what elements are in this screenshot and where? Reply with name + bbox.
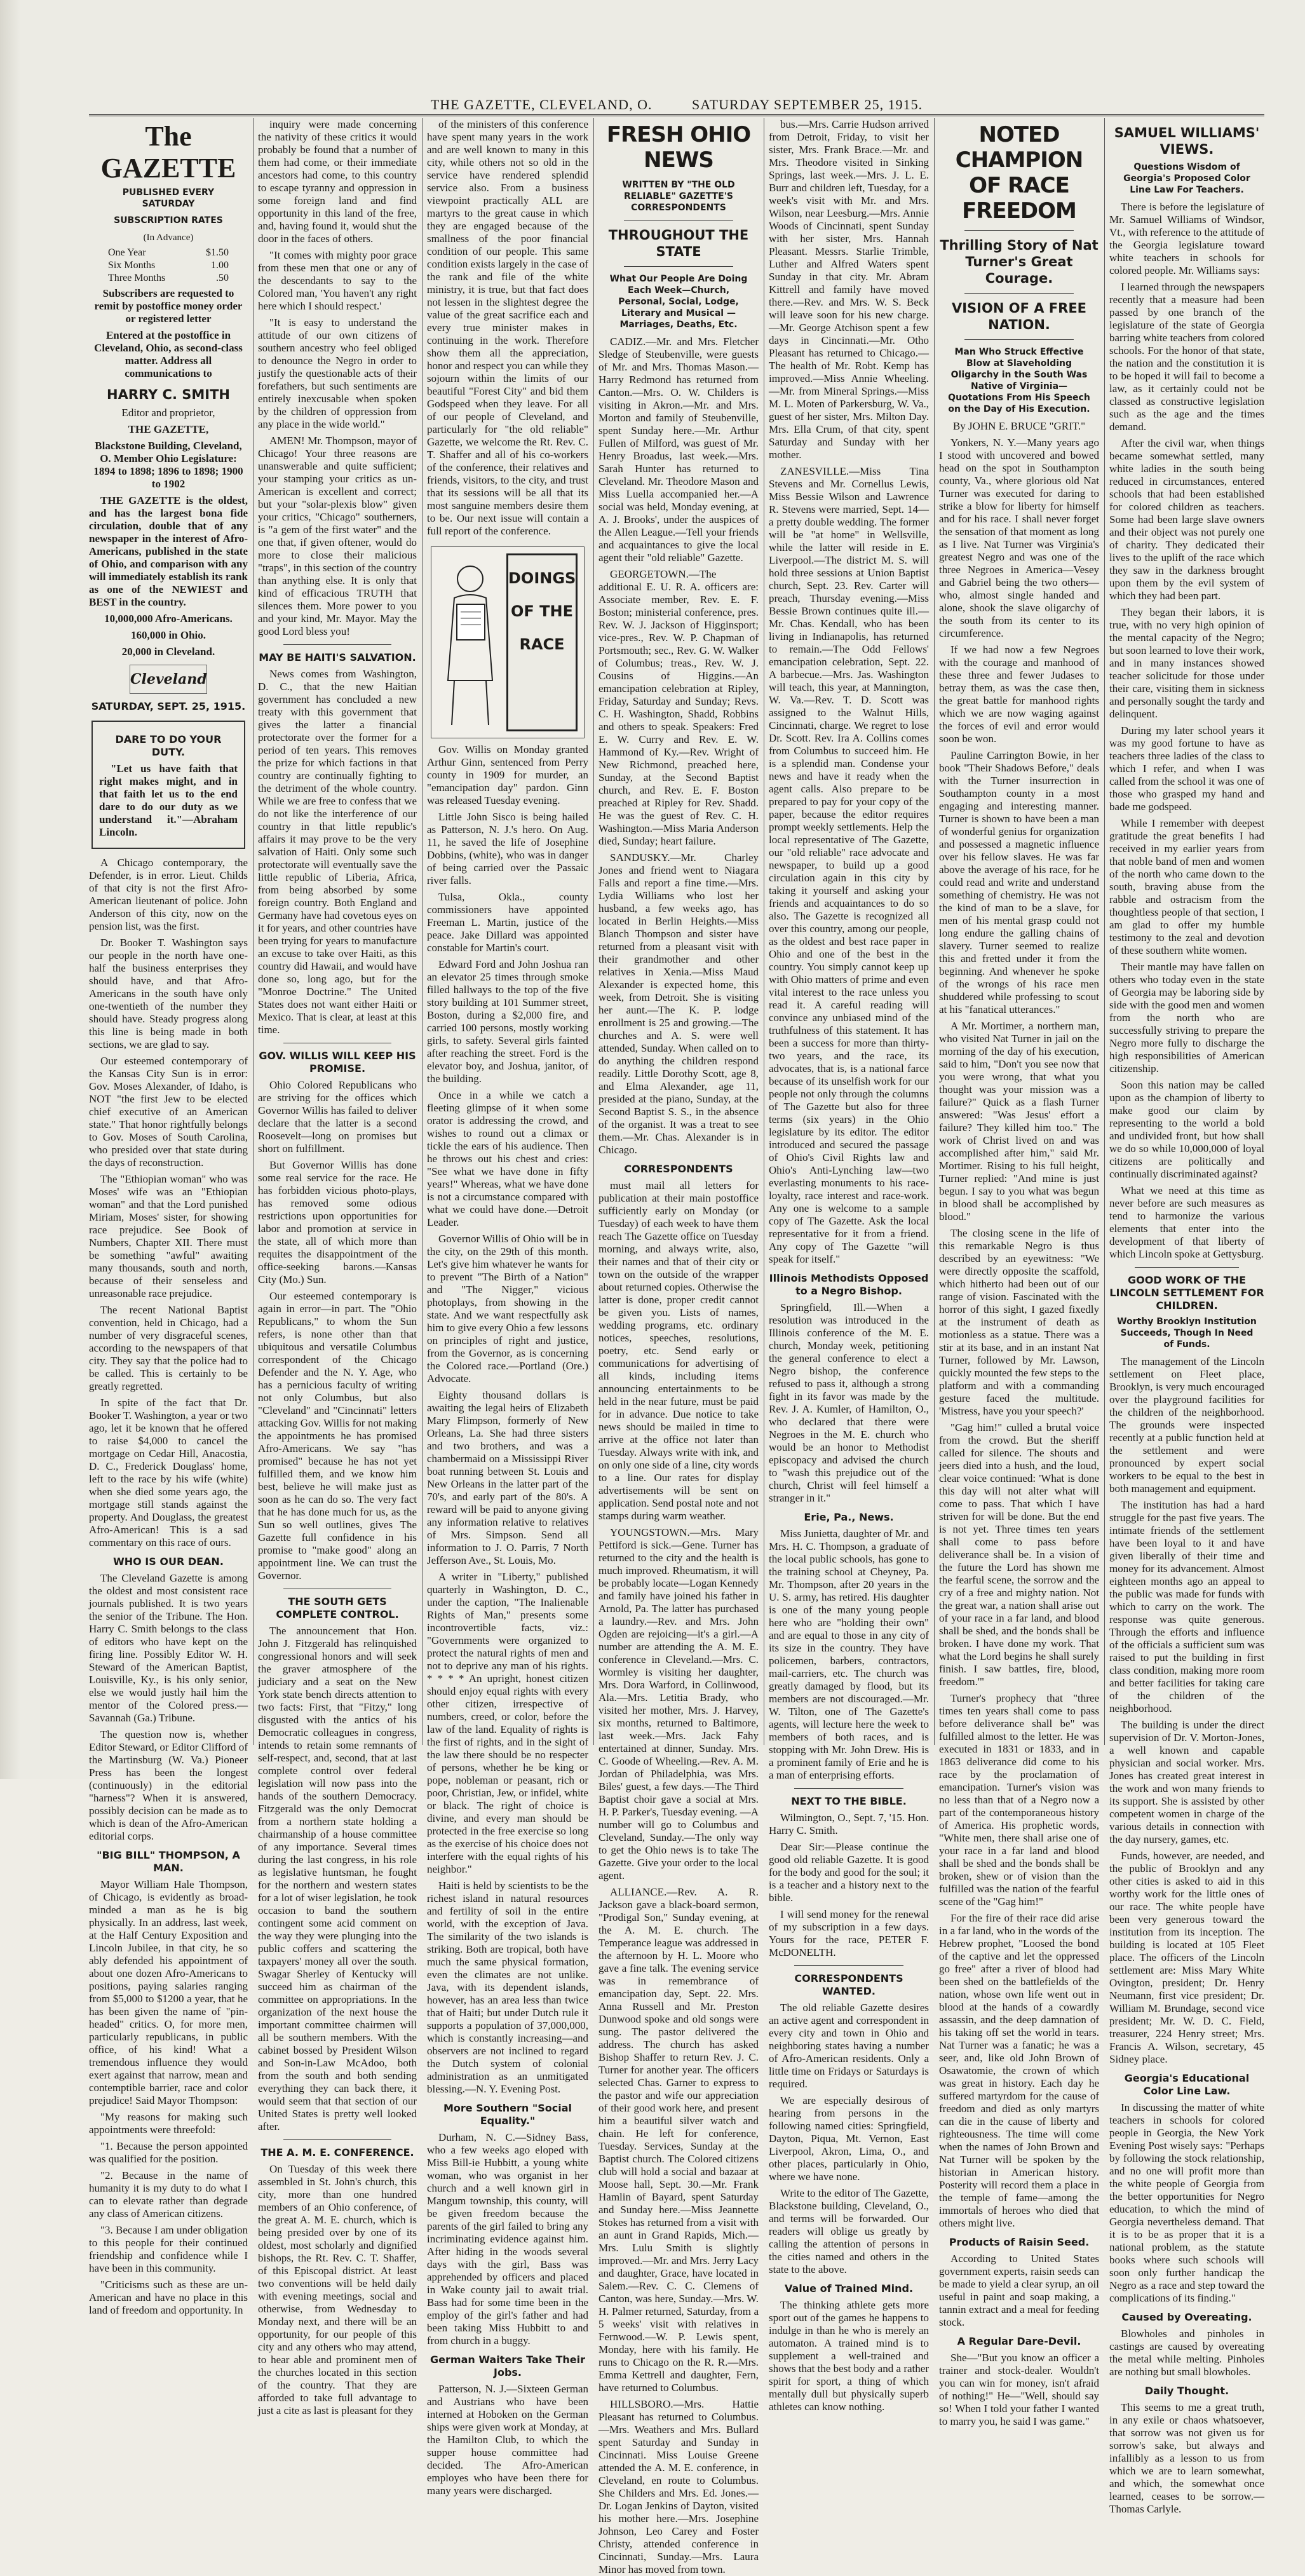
haiti-heading: MAY BE HAITI'S SALVATION.: [259, 651, 416, 663]
paragraph: A Mr. Mortimer, a northern man, who visited Nat Turner in jail on the morning of the day of his execution, said to him, "Don't you see now that you were wrong, that what you thought was your mission was a failure?" Quick as a flash Turner answered: "Was Jesus' effort a failure? They killed him too." The work of Christ lived on and was accomplished after him," said Mr. Mortimer. Rising to his full height, Turner replied: "And mine is just begun. I say to you what was begun in blood shall be accomplished by blood.": [939, 1020, 1099, 1223]
paragraph: This seems to me a great truth, in any exile or chaos whatsoever, that sorrow was not given us for sorrow's sake, but always and infallibly as a lesson to us from which we are to learn somewhat, and which, the somewhat once learned, ceases to be sorrow.—Thomas Carlyle.: [1109, 2401, 1264, 2515]
paragraph: The announcement that Hon. John J. Fitzgerald has relinquished congressional honors and will seek the graver atmosphere of the judiciary and a seat on the New York state bench directs attention to two facts: First, that "Fitzy," long disgusted with the antics of his Democratic colleagues in congress, intends to retain some remnants of self-respect, and, second, that at last complete control over federal legislation will now pass into the hands of the southern Democracy. Fitzgerald was the only Democrat from a northern state holding a chairmanship of a house committee of any importance. Several times during the last congress, in his role as legislative huntsman, he fought for the northern and western states for a lot of wiser legislation, he took occasion to band the southern contingent some acid comment on the way they were plunging into the public coffers and scattering the taxpayers' money all over the south. Swagar Sherley of Kentucky will succeed him as chairman of the committee on appropriations. In the organization of the next house the important committee chairmen will all be southern members. With the cabinet bossed by President Wilson and Son-in-Law McAdoo, both from the south and both sending everything they can back there, it would seem that that section of our United States is pretty well looked after.: [258, 1625, 417, 2132]
paragraph: In spite of the fact that Dr. Booker T. Washington, a year or two ago, let it be known that he offered to raise $4,000 to cancel the mortgage on Cedar Hill, Anacostia, D. C., Frederick Douglass' home, left to the race by his wife (white) when she died some years ago, the mortgage still stands against the property. And Douglass, the greatest Afro-American! This is a sad commentary on this race of ours.: [89, 1397, 248, 1549]
paragraph: I will send money for the renewal of my subscription in a few days. Yours for the race, PETER F. McDONELTH.: [769, 1908, 929, 1958]
paragraph: must mail all letters for publication at their main postoffice sufficiently early on Monday (or Tuesday) of each week to have them reach The Gazette office on Tuesday morning, and always write, also, their names and that of their city or town on the outside of the wrapper about returned copies. Otherwise the latter is done, proper credit cannot be given you. Lists of names, wedding programs, etc. ordinary notices, speeches, resolutions, poetry, etc. Send early or communications for advertising of all kinds, including items announcing entertainments to be held in the near future, must be paid for in advance. Due notice to take news should be mailed in time to arrive at the office not later than Tuesday. Always write with ink, and on only one side of a line, city words to a line. Our rates for display advertisements will be sent on application. Send postal note and not stamps during warm weather.: [598, 1179, 759, 1522]
paragraph: For the fire of their race did arise in a far land, who in the words of the Hebrew prophet, "Loosed the bond of the captive and let the oppressed go free" after a river of blood had been shed on the battlefields of the nation, whose own life went out in blood at the hands of a cowardly assassin, and the deep damnation of his taking off set the world in tears. Nat Turner was a fanatic; he was a seer, and, like old John Brown of Osawatomie, the crown of which was great in history. Each day he suffered martyrdom for the cause of freedom and died as only martyrs can die in the cause of liberty and righteousness. The time will come when the names of John Brown and Nat Turner will be spoken by the historian in American history. Posterity will record them a place in the temple of fame—among the immortals of heroes who died that others might live.: [939, 1912, 1099, 2229]
paragraph: Tulsa, Okla., county commissioners have appointed Freeman L. Martin, justice of the peace. Jake Dillard was appointed constable for Martin's court.: [427, 891, 588, 954]
paragraph: Turner's prophecy that "three times ten years shall come to pass before deliverance shall be" was fulfilled almost to the letter. He was executed in 1831 or 1833, and in 1863 deliverance did come to his race by the proclamation of emancipation. Turner's vision was no less than that of a Negro now a part of the contemporaneous history of America. His prophetic words, "White men, there shall arise one of your race in a far land and blood shall be shed and the bonds shall be broken, shew or of vision than the fulfilled was the nation of the fearful scene of the "Gag him!": [939, 1692, 1099, 1908]
editor-name: HARRY C. SMITH: [107, 387, 230, 402]
nat-turner-summary: Man Who Struck Effective Blow at Slaveholding Oligarchy in the South Was Native of Virginia—Quotations From His Speech on the Day of His Execution.: [948, 347, 1090, 414]
paragraph: The management of the Lincoln settlement on Fleet place, Brooklyn, is very much encouraged over the playground facilities for the children of the neighborhood. The grounds were inspected recently at a public function held at the settlement and were pronounced by expert social workers to be equal to the best in both management and equipment.: [1109, 1355, 1264, 1495]
paragraph: Dr. Booker T. Washington says our people in the north have one-half the business enterprises they should have, and that Afro-Americans in the south have only one-twentieth of the number they should have. Steady progress along this line is being made in both sections, we are glad to say.: [89, 937, 248, 1050]
paragraph: Gov. Willis on Monday granted Arthur Ginn, sentenced from Perry county in 1909 for murder, an "emancipation day" pardon. Ginn was released Tuesday evening.: [427, 743, 588, 806]
paragraph: The recent National Baptist convention, held in Chicago, had a number of very disgraceful scenes, according to the newspapers of that city. They say that the police had to be called. This is certainly to be greatly regretted.: [89, 1304, 248, 1392]
paper-name: THE GAZETTE,: [128, 423, 209, 435]
daily-thought-heading: Daily Thought.: [1144, 2385, 1229, 2397]
paragraph: The Cleveland Gazette is among the oldest and most consistent race journals published. It is two years the senior of the Tribune. The Hon. Harry C. Smith belongs to the class of editors who have kept on the firing line. Possibly Editor W. H. Steward of the American Baptist, Louisville, Ky., is his only senior, else we would justly hail him the mentor of the Colored press.—Savannah (Ga.) Tribune.: [89, 1572, 248, 1724]
paragraph: bus.—Mrs. Carrie Hudson arrived from Detroit, Friday, to visit her sister, Mrs. Frank Brace.—Mr. and Mrs. Theodore visited in Sinking Springs, last week.—Mrs. J. L. E. Burr and children left, Tuesday, for a week's visit with Mr. and Mrs. Wilson, near Leesburg.—Mrs. Annie Woods of Cincinnati, spent Sunday with her sister, Mrs. Hannah Pleasant. Messrs. Starlie Trimble, Luther and Alfred Waters spent Sunday in that city. Mr. Abram Kittrell and family have moved there.—Rev. and Mrs. W. S. Beck will leave soon for his new charge.—Mr. George Atchison spent a few days in Cincinnati.—Mr. Otho Pleasant has returned to Chicago.—The health of Mr. Robt. Kemp has improved.—Miss Annie Wheeling.—Mr. from Mineral Springs.—Miss M. L. Moten of Parkersburg, W. Va., guest of her sister, Mrs. Milton Day. Mrs. Ella Crum, of that city, spent Saturday and Sunday with her mother.: [769, 118, 929, 461]
waiters-heading: German Waiters Take Their Jobs.: [430, 2354, 585, 2378]
paper-address: Blackstone Building, Cleveland, O. Member Ohio Legislature: 1894 to 1898; 1896 to 1898; 1900 to 1902: [93, 440, 243, 490]
rate-value: $1.50: [206, 247, 229, 258]
byline: By JOHN E. BRUCE "GRIT.": [952, 420, 1086, 432]
paragraph: "Gag him!" culled a brutal voice from the crowd. But the sheriff called for silence. The shouts and jeers died into a hush, and the loud, clear voice continued: 'What is done this day will not alter what will come to pass. That which I have striven for will be done. But the end is not yet. Three times ten years shall come to pass before deliverance shall be. In a vision of the future the Lord has shown me the fearful scene, the sorrow and the cry of a free and mighty nation. Not the great war, a nation shall arise out of your race in a far land, and blood shall be shed, and the bonds shall be broken. I have done my work. That what the Lord begins he shall surely finish. I saw battles, fire, blood, freedom.'": [939, 1421, 1099, 1688]
dean-heading: WHO IS OUR DEAN.: [113, 1556, 224, 1568]
nat-turner-deck: Thrilling Story of Nat Turner's Great Courage.: [940, 238, 1099, 286]
gazette-title: The GAZETTE: [100, 121, 236, 184]
paragraph: She—"But you know an officer a trainer and stock-dealer. Wouldn't you can win for money, isn't afraid of nothing!" He—"Well, should say so! When I told your father I wanted to marry you, he said I was game.": [939, 2352, 1099, 2427]
paragraph: If we had now a few Negroes with the courage and manhood of these three and fewer Judases to betray them, as was the case then, the great battle for manhood rights which we are now waging against the forces of evil and error would soon be won.: [939, 644, 1099, 745]
columns: [89, 118, 1264, 2575]
column-rule: [422, 118, 423, 1745]
paragraph: "3. Because I am under obligation to this people for their continued friendship and confidence while I have been in this community.: [89, 2224, 248, 2274]
lincoln-settlement-deck: Worthy Brooklyn Institution Succeeds, Though In Need of Funds.: [1117, 1317, 1257, 1350]
rates-heading: SUBSCRIPTION RATES: [114, 215, 223, 226]
ohio-news-subheading: THROUGHOUT THE STATE: [608, 227, 749, 259]
reader-figure-icon: [435, 553, 505, 731]
paragraph: CADIZ.—Mr. and Mrs. Fletcher Sledge of Steubenville, were guests of Mr. and Mrs. Thomas Mason.—Harry Redmond has returned from Canton.—Mrs. O. W. Childers is visiting in Akron.—Mr. and Mrs. Morton and family of Steubenville, spent Sunday here.—Mr. Arthur Fullen of Milford, was guest of Mr. Henry Broadus, last week.—Mrs. Sarah Hunter has returned to Cleveland. Mr. Theodore Mason and Miss Luella accompanied her.—A social was held, Monday evening, at A. J. Brooks', under the auspices of the Allen League.—Tell your friends and acquaintances to give the local agent their "old reliable" Gazette.: [598, 336, 759, 564]
paragraph: The old reliable Gazette desires an active agent and correspondent in every city and town in Ohio and neighboring states having a number of Afro-American residents. Only a little time on Fridays or Saturdays is required.: [769, 2002, 929, 2090]
ame-heading: THE A. M. E. CONFERENCE.: [260, 2146, 414, 2159]
rates-subheading: (In Advance): [143, 233, 194, 243]
vision-heading: VISION OF A FREE NATION.: [951, 301, 1087, 332]
paragraph: They began their labors, it is true, with no very high opinion of the mental capacity of the Negro; but soon learned to love their work, and in many instances showed teacher solicitude for those under their care, visiting them in sickness and personally sought the tardy and delinquent.: [1109, 606, 1264, 720]
issue-date: SATURDAY, SEPT. 25, 1915.: [91, 700, 246, 712]
wanted-heading: CORRESPONDENTS WANTED.: [794, 1972, 903, 1997]
georgia-heading: Georgia's Educational Color Line Law.: [1124, 2072, 1250, 2097]
paragraph: Eighty thousand dollars is awaiting the legal heirs of Elizabeth Mary Flimpson, formerly of New Orleans, La. She had three sisters and two brothers, and was a chambermaid on a Mississippi River boat running between St. Louis and New Orleans in the latter part of the 70's, and early part of the 80's. A reward will be paid to anyone giving any information relative to relatives of Mrs. Simpson. Send all information to J. O. Parris, 7 North Jefferson Ave., St. Louis, Mo.: [427, 1389, 588, 1566]
paragraph: The building is under the direct supervision of Dr. V. Morton-Jones, a well known and capable physician and social worker. Mrs. Jones has created great interest in the work and won many friends to its support. She is assisted by other competent women in charge of the various details in connection with the day nursery, games, etc.: [1109, 1719, 1264, 1845]
paragraph: Patterson, N. J.—Sixteen German and Austrians who have been interned at Hoboken on the German ships were given work at Monday, at the Hamilton Club, to which the supper house committee had decided. The Afro-American employes who have been there for many years were discharged.: [427, 2383, 588, 2497]
paragraph: Mayor William Hale Thompson, of Chicago, is evidently as broad-minded a man as he is big physically. In an address, last week, at the Half Century Exposition and Lincoln Jubilee, in that city, he so ably defended his appointment of about one dozen Afro-Americans to positions, paying salaries ranging from $5,000 to $1200 a year, that he has been given the name of "pin-headed" critics. O, for more men, particularly republicans, in public office, of his kind! What a tremendous influence they would exert against that narrow, mean and contemptible barrier, race and color prejudice! Said Mayor Thompson:: [89, 1878, 248, 2106]
doings-label: DOINGS OF THE RACE: [506, 553, 578, 731]
column-6: [939, 118, 1099, 2427]
divider: [964, 230, 1074, 231]
lincoln-settlement-heading: GOOD WORK OF THE LINCOLN SETTLEMENT FOR CHILDREN.: [1109, 1274, 1264, 1312]
masthead-date: SATURDAY SEPTEMBER 25, 1915.: [691, 97, 923, 112]
paragraph: The "Ethiopian woman" who was Moses' wife was an "Ethiopian woman" and that the Lord punished Miriam, Moses' sister, for showing race prejudice. See Book of Numbers, Chapter XII. There must be something "awful" awaiting many thousands, south and north, because of their senseless and unreasonable race prejudice.: [89, 1173, 248, 1299]
paragraph: The question now is, whether Editor Steward, or Editor Clifford of the Martinsburg (W. Va.) Pioneer Press has been the longest (continuously) in the editorial "harness"? When it is answered, possibly decision can be made as to which is dean of the Afro-American editorial corps.: [89, 1728, 248, 1842]
gazette-subtitle: PUBLISHED EVERY SATURDAY: [122, 187, 215, 209]
divider: [283, 2139, 391, 2140]
page-fold-shadow: [0, 0, 20, 1779]
divider: [964, 293, 1074, 294]
paragraph: Springfield, Ill.—When a resolution was introduced in the Illinois conference of the M. E. church, Monday week, petitioning the general conference to elect a Negro bishop, the conference refused to pass it, although a strong fight in its favor was made by the Rev. J. A. Kumler, of Hamilton, O., who declared that there were Negroes in the M. E. church who would be an honor to Methodist episcopacy and advised the church to "wash this prejudice out of the church, Christ will feel himself a stranger in it.": [769, 1301, 929, 1504]
paragraph: HILLSBORO.—Mrs. Hattie Pleasant has returned to Columbus. —Mrs. Weathers and Mrs. Bullard spent Saturday and Sunday in Cincinnati. Miss Louise Greene attended the A. M. E. conference, in Cleveland, en route to Columbus. She Childers and Mrs. Ed. Jones.—Dr. Logan Jenkins of Dayton, visited his mother here.—Mrs. Josephine Johnson, Leo Carey and Foster Christy, attended conference in Cincinnati, Sunday.—Mrs. Laura Minor has moved from town.: [598, 2398, 759, 2575]
paragraph: of the ministers of this conference have spent many years in the work and are well known to many in this city, while others not so old in the service have rendered splendid service also. From a business viewpoint practically ALL are martyrs to the great cause in which they are engaged because of the smallness of the poor financial condition of our people. This same condition exists largely in the case of the rank and file of the white ministry, it is true, but that fact does not lessen in the slightest degree the value of the great sacrifice each and every true minister makes in continuing in the work. Therefore show them all the appreciation, honor and respect you can while they sojourn within the limits of our beautiful "Forest City" and bid them Godspeed when they leave. For all of our people of Cleveland, and particularly for "the old reliable" Gazette, we welcome the Rt. Rev. C. T. Shaffer and all of his co-workers of the conference, their relatives and friends, visitors, to the city, and trust that its sessions will be all that its most sanguine members desire them to be. Our next issue will contain a full report of the conference.: [427, 118, 588, 537]
paragraph: Once in a while we catch a fleeting glimpse of it when some orator is addressing the crowd, and wishes to round out a climax or tickle the ears of his audience. Then he throws out his chest and cries: "See what we have done in fifty years!" Whereas, what we have done is not a circumstance compared with what we could have done.—Detroit Leader.: [427, 1089, 588, 1228]
subscription-rates: [108, 247, 229, 285]
paragraph: "Criticisms such as these are un-American and have no place in this land of freedom and opportunity. In: [89, 2279, 248, 2316]
paragraph: ALLIANCE.—Rev. A. R. Jackson gave a black-board sermon, "Prodigal Son," Sunday evening, at the A. M. E. church. The Temperance league was addressed in the afternoon by H. L. Moore who gave a fine talk. The evening service was in remembrance of emancipation day, Sept. 22. Mrs. Anna Russell and Mr. Preston Dunwood spoke and old songs were sung. The pastor delivered the address. The church has asked Bishop Shaffer to return Rev. J. C. Turner for another year. The officers selected Chas. Garner to express to the pastor and wife our appreciation of their good work here, and present him a beautiful silver watch and chain. He left for conference, Tuesday. Services, Sunday at the Baptist church. The Colored citizens club will hold a social and bazaar at Moose hall, Sept. 30.—Mr. Frank Hamlin of Bayard, spent Saturday and Sunday here.—Miss Jeannette Stokes has returned from a visit with an aunt in Grand Rapids, Mich.—Mrs. Lulu Smith is slightly improved.—Mr. and Mrs. Jerry Lacy and daughter, Grace, have located in Salem.—Rev. C. C. Clemens of Canton, was here, Sunday.—Mrs. W. H. Palmer returned, Saturday, from a 5 weeks' visit with relatives in Fernwood.—W. P. Lewis spent, Monday, here with his family. He runs to Chicago on the R. R.—Mrs. Emma Kettrell and daughter, Fern, have returned to Columbus.: [598, 1886, 759, 2394]
ohio-news-byline: WRITTEN BY "THE OLD RELIABLE" GAZETTE'S CORRESPONDENTS: [622, 180, 735, 213]
divider: [1135, 1267, 1239, 1268]
paragraph: Ohio Colored Republicans who are striving for the offices which Governor Willis has failed to deliver declare that the latter is a second Roosevelt—long on promises but short on fulfillment.: [258, 1079, 417, 1155]
paragraph: "It comes with mighty poor grace from these men that one or any of the descendants to say to the Colored man, 'You haven't any right here which I should respect.': [258, 249, 417, 312]
paragraph: Dear Sir:—Please continue the good old reliable Gazette. It is good for the body and good for the soul; it is a teacher and a history next to the bible.: [769, 1841, 929, 1904]
social-equality-heading: More Southern "Social Equality.": [443, 2102, 572, 2127]
divider: [624, 266, 733, 267]
paragraph: Wilmington, O., Sept. 7, '15. Hon. Harry C. Smith.: [769, 1812, 929, 1836]
masthead: [89, 97, 1264, 116]
paragraph: Edward Ford and John Joshua ran an elevator 25 times through smoke filled hallways to the top of the five story building at 101 Summer street, Boston, during a $2,000 fire, and carried 100 persons, mostly working girls, to safety. Several girls fainted after reaching the street. Ford is the elevator boy, and Joshua, janitor, of the building.: [427, 958, 588, 1085]
column-4: [598, 118, 759, 2575]
paragraph: While I remember with deepest gratitude the great benefits I had received in my earlier years from that noble band of men and women of the north who came down to the south, braving abuse from the rabble and ostracism from the thoughtless people of that section, I am glad to offer my humble testimony to the zeal and devotion of these southern white women.: [1109, 817, 1264, 956]
column-rule: [253, 118, 254, 1745]
paragraph: According to United States government experts, raisin seeds can be made to yield a clear syrup, an oil useful in paint and soap making, a tannin extract and a meal for feeding stock.: [939, 2253, 1099, 2328]
mind-heading: Value of Trained Mind.: [784, 2282, 914, 2295]
paragraph: inquiry were made concerning the nativity of these critics it would probably be found that a number of them had come, or their immediate ancestors had come, to this country to escape tyranny and oppression in some foreign land and find opportunity in this land of the free, and, having found it, would shut the door in the faces of others.: [258, 118, 417, 245]
divider: [794, 1965, 903, 1966]
rate-label: Six Months: [108, 260, 156, 271]
paragraph: Little John Sisco is being hailed as Patterson, N. J.'s hero. On Aug. 11, he saved the life of Josephine Dobbins, (white), who was in danger of being carried over the Passaic river falls.: [427, 811, 588, 886]
column-rule: [593, 118, 594, 1745]
paragraph: The closing scene in the life of this remarkable Negro is thus described by an eyewitness: "We were directly opposite the scaffold, which hitherto had been out of our range of vision. Fascinated with the horror of this sight, I gazed fixedly at the instrument of death as motionless as a statue. There was a stir at its base, and in an instant Nat Turner, followed by Mr. Lawson, quickly mounted the few steps to the platform and with a commanding gesture faced the multitude. 'Mistress, have you your speech?': [939, 1227, 1099, 1417]
paragraph: Our esteemed contemporary is again in error—in part. The "Ohio Republicans," to whom the Sun refers, is none other than that ubiquitous and versatile Columbus correspondent of the Chicago Defender and the N. Y. Age, who has a pernicious faculty of writing not only Columbus, but also "Cleveland" and "Cincinnati" letters attacking Gov. Willis for not making the appointments he has promised Afro-Americans. We say "has promised" because he has not yet fulfilled them, and we know him best, believe he will make just as soon as he can do so. The very fact that he has done much for us, as the Sun so well outlines, gives The Gazette full confidence in his promise to "make good" along an appointment line. We can trust the Governor.: [258, 1290, 417, 1582]
paragraph: SANDUSKY.—Mr. Charley Jones and friend went to Niagara Falls and report a fine time.—Mrs. Lydia Williams who lost her husband, a few weeks ago, has located in Berlin Heights.—Miss Blanch Thompson and sister have returned from a pleasant visit with their grandmother and other relatives in Xenia.—Miss Maud Alexander is expected home, this week, from Detroit. She is visiting her aunt.—The K. P. lodge enrollment is 25 and growing.—The churches and A. S. were well attended, Sunday. When called on to do anything the children respond readily. Little Dorothy Scott, age 8, and Elma Alexander, age 11, presided at the piano, Sunday, at the Second Baptist S. S., in the absence of the organist. It was a treat to see them.—Mr. Chas. Alexander is in Chicago.: [598, 851, 759, 1156]
divider: [964, 339, 1074, 340]
column-1: [89, 118, 248, 2316]
paragraph: Funds, however, are needed, and the public of Brooklyn and any other cities is asked to aid in this worthy work for the little ones of our race. The white people have been very generous toward the institution from its inception. The building is located at 105 Fleet place. The officers of the Lincoln settlement are: Miss Mary White Ovington, president; Dr. Henry Neumann, first vice president; Dr. William M. Brundage, second vice president; Mr. W. D. C. Field, treasurer, 224 Henry street; Mrs. Francis A. Wilson, secretary, 45 Sidney place.: [1109, 1850, 1264, 2065]
paragraph: YOUNGSTOWN.—Mrs. Mary Pettiford is sick.—Gene. Turner has returned to the city and the health is much improved. Rheumatism, it will be probably locate—Logan Kennedy and family have joined his father in Arnold, Pa. The latter has purchased a laundry.—Rev. and Mrs. John Ogden are rejoicing—it's a girl.—A number are attending the A. M. E. conference in Cleveland.—Mrs. C. Wormley is visiting her daughter, Mrs. Dora Warford, in Collinwood, Ala.—Mrs. Letitia Brady, who visited her mother, Mrs. J. Harvey, six months, returned to Baltimore, last week.—Mrs. Jack Fahy entertained at dinner, Sunday. Mrs. C. Goode of Wheeling.—Rev. A. M. Jordan of Philadelphia, was Mrs. Biles' guest, a few days.—The Third Baptist choir gave a social at Mrs. H. P. Parker's, Tuesday evening. —A number will go to Columbus and Cleveland, Sunday.—The only way to get the Ohio news is to take The Gazette. Give your order to the local agent.: [598, 1526, 759, 1881]
willis-heading: GOV. WILLIS WILL KEEP HIS PROMISE.: [259, 1050, 416, 1074]
ohio-news-deck: What Our People Are Doing Each Week—Church, Personal, Social, Lodge, Literary and Musical — Marriages, Deaths, Etc.: [609, 274, 748, 330]
rate-value: .50: [216, 273, 229, 283]
paragraph: Pauline Carrington Bowie, in her book "Their Shadows Before," deals with the Turner insurrection in Southampton county in a most engaging and interesting manner. Turner is shown to have been a man of wonderful genius for organization and possessed a magnetic influence over his fellow slaves. He was far above the average of his race, for he could read and write and understand something of chemistry. He was not the kind of man to be a slave, for men of his mental grasp could not long endure the galling chains of slavery. Turner seemed to realize this and fretted under it from the beginning. And whenever he spoke of the wrongs of his race men shuddered while professing to scout at his "fanatical utterances.": [939, 749, 1099, 1015]
paragraph: Yonkers, N. Y.—Many years ago I stood with uncovered and bowed head on the spot in Southampton county, Va., where glorious old Nat Turner was executed for daring to strike a blow for liberty for himself and for his race. I shall never forget the sensation of that moment as long as I live. Nat Turner was Virginia's greatest Negro and was one of the three Negroes in America—Vesey and Gabriel being the two others—who, almost single handed and alone, shook the slave oligarchy of the south from its center to its circumference.: [939, 437, 1099, 639]
illinois-heading: Illinois Methodists Opposed to a Negro Bishop.: [769, 1272, 929, 1297]
paragraph: We are especially desirous of hearing from persons in the following named cities: Springfield, Dayton, Piqua, Mt. Vernon, East Liverpool, Akron, Lima, O., and other places, particularly in Ohio, where we have none.: [769, 2094, 929, 2183]
entered-note: Entered at the postoffice in Cleveland, Ohio, as second-class matter. Address all communications to: [94, 329, 243, 379]
paragraph: Miss Junietta, daughter of Mr. and Mrs. H. C. Thompson, a graduate of the local public schools, has gone to the training school at Cheyney, Pa. Mr. Thompson, after 20 years in the U. S. army, has retired. His daughter is one of the many young people here who are "holding their own" and are equal to those in any city of its size in the country. They have policemen, barbers, contractors, mail-carriers, etc. The church was greatly damaged by flood, but its members are not discouraged.—Mr. W. Tilton, one of The Gazette's agents, will lecture here the week to members of both races, and is stopping with Mr. John Drew. His is a prominent family of Erie and he is a man of enterprising efforts.: [769, 1528, 929, 1781]
rate-label: One Year: [108, 247, 146, 258]
paragraph: Haiti is held by scientists to be the richest island in natural resources and fertility of soil in the entire world, with the exception of Java. The similarity of the two islands is striking. Both are tropical, both have much the same physical formation, even the climates are not unlike. Java, with its dependent islands, however, has an area less than twice that of Haiti; but under Dutch rule it supports a population of 37,000,000, which is constantly increasing—and observers are not inclined to regard the Dutch system of colonial administration as an unmitigated blessing.—N. Y. Evening Post.: [427, 1880, 588, 2095]
column-5: [769, 118, 929, 2413]
paragraph: GEORGETOWN.—The additional E. U. R. A. officers are: Associate member, Rev. E. F. Boston; ministerial conference, pres. Rev. W. J. Jackson of Higginsport; vice-pres., Rev. W. P. Chapman of Portsmouth; sec., Rev. G. W. Walker of Columbus; treas., Rev. W. J. Cousins of Higgins.—An emancipation celebration at Ripley, Friday, Saturday and Sunday; Revs. C. H. Washington, Shadd, Robbins and others to speak. Speakers: Fred E. W. Curry and Rev. E. W. Hammond of Ky.—Rev. Wright of New Richmond, preached here, Sunday, at the Second Baptist church, and Rev. E. F. Boston preached at Ripley for Rev. Shadd. He was the guest of Rev. C. H. Washington.—Miss Maria Anderson died, Sunday; heart failure.: [598, 568, 759, 847]
paragraph: Durham, N. C.—Sidney Bass, who a few weeks ago eloped with Miss Bill-ie Hubbitt, a young white woman, who was organist in her church and a well known girl in Mangum township, this county, will be given freedom because the parents of the girl failed to bring any incriminating evidence against him. After hiding in the woods several days with the girl, Bass was apprehended by officers and placed in Wake county jail to await trial. Bass had for some time been in the employ of the girl's father and had been taking Miss Hubbitt to and from church in a buggy.: [427, 2131, 588, 2347]
paragraph: After the civil war, when things became somewhat settled, many white ladies in the south being reduced in circumstances, entered schools that had been established for colored children as teachers. Some had been large slave owners and their object was not purely one of charity. They dedicated their lives to the uplift of the race which they saw in the darkness brought upon them by the evil system of which they had been part.: [1109, 437, 1264, 602]
thompson-heading: "BIG BILL" THOMPSON, A MAN.: [97, 1849, 240, 1874]
column-rule: [1104, 118, 1105, 1745]
column-7: [1109, 118, 1264, 2515]
erie-heading: Erie, Pa., News.: [804, 1511, 894, 1523]
remit-note: Subscribers are requested to remit by postoffice money order or registered letter: [94, 287, 243, 325]
overeating-heading: Caused by Overeating.: [1121, 2311, 1252, 2323]
divider: [794, 1788, 903, 1789]
paragraph: A writer in "Liberty," published quarterly in Washington, D. C., under the caption, "The Inalienable Rights of Man," presents some incontrovertible facts, viz.: "Governments were organized to protect the natural rights of men and not to deprive any man of his rights. * * * * An upright, honest citizen should enjoy equal rights with every other citizen, irrespective of numbers, creed, or color, before the law of the land. Equality of rights is the first of rights, and in the sight of the law there should be no respecter of persons, whether he be king or pope, nobleman or peasant, rich or poor, Christian, Jew, or infidel, white or black. The right of choice is divine, and every man should be protected in the free exercise so long as the exercise of his choice does not interfere with the equal rights of his neighbor.": [427, 1571, 588, 1875]
population-line: 20,000 in Cleveland.: [121, 646, 215, 658]
paragraph: "It is easy to understand the attitude of our own citizens of southern ancestry who feel obliged to denounce the Negro in order to justify the questionable acts of their forefathers, but such sentiments are entirely inexcusable when spoken by the children of oppression from any place in the wide world.": [258, 316, 417, 430]
rate-label: Three Months: [108, 273, 166, 283]
paragraph: "1. Because the person appointed was qualified for the position.: [89, 2140, 248, 2165]
south-heading: THE SOUTH GETS COMPLETE CONTROL.: [276, 1596, 399, 1620]
paragraph: A Chicago contemporary, the Defender, is in error. Lieut. Childs of that city is not the first Afro-American lieutenant of police. John Anderson of this city, now on the pension list, was the first.: [89, 857, 248, 932]
masthead-paper: THE GAZETTE, CLEVELAND, O.: [430, 97, 652, 112]
duty-heading: DARE TO DO YOUR DUTY.: [115, 733, 222, 758]
paragraph: There is before the legislature of Mr. Samuel Williams of Windsor, Vt., with reference to the attitude of the Georgia legislature toward white teachers in schools for colored people. Mr. Williams says:: [1109, 201, 1264, 276]
paragraph: ZANESVILLE.—Miss Tina Stevens and Mr. Cornellus Lewis, Miss Bessie Wilson and Lawrence R. Stevens were married, Sept. 14—a pretty double wedding. The former will be "at home" in Wellsville, while the latter will reside in E. Liverpool.—The district M. S. will hold three sessions at Union Baptist church, Sept. 23. Rev. Carter will preach, Thursday evening.—Miss Bessie Brown continues quite ill.—Mr. Chas. Kendall, who has been living in Indianapolis, has returned to remain.—The Odd Fellows' emancipation celebration, Sept. 22. A barbecue.—Mrs. Jas. Washington will teach, this year, at Mannington, W. Va.—Rev. T. D. Scott was assigned to the Walnut Hills, Cincinnati, charge. We regret to lose Dr. Scott. Rev. Ira A. Collins comes from Columbus to succeed him. He is a splendid man. Condense your news and have it ready when the agent calls. Also prepare to be prepared to pay for your copy of the paper, because the editor requires prompt weekly settlements. Help the local representative of The Gazette, our "old reliable" race advocate and newspaper, to build up a good circulation again in this city by taking it yourself and asking your friends and acquaintances to do so also. The Gazette is recognized all over this country, among our people, as the oldest and best race paper in Ohio and one of the best in the country. You simply cannot keep up with Ohio matters of prime and even vital interest to the race unless you read it. A careful reading will convince any unbiased mind of the truthfulness of this statement. It has been a success for more than thirty-two years, and the race, its advocates, that is, is a national farce because of its unselfish work for our people not only through the columns of The Gazette but also for three terms (six years) in the Ohio legislature by its editor. The editor introduced and secured the passage of Ohio's Civil Rights law and Ohio's Anti-Lynching law—two everlasting monuments to his race-loyalty, race interest and race-work. Any one is welcome to a sample copy of The Gazette. Ask the local representative for it from a friend. Any copy of The Gazette "will speak for itself.": [769, 465, 929, 1265]
divider: [283, 644, 391, 645]
paragraph: During my later school years it was my good fortune to have as teachers three ladies of the class to which I refer, and when I was called from the school it was one of those who grasped my hand and bade me godspeed.: [1109, 724, 1264, 813]
paragraph: But Governor Willis has done some real service for the race. He has forbidden vicious photo-plays, has removed some odious restrictions upon opportunities for labor and promotion at service in the state, all of which more than requites the disappointment of the office-seeking barons.—Kansas City (Mo.) Sun.: [258, 1159, 417, 1285]
fresh-ohio-news-title: FRESH OHIO NEWS: [606, 122, 751, 173]
paragraph: On Tuesday of this week there assembled in St. John's church, this city, more than one hundred members of an Ohio conference, of the great A. M. E. church, which is being presided over by one of its oldest, most scholarly and dignified bishops, the Rt. Rev. C. T. Shaffer, of this Episcopal district. At least two conventions will be held daily with evening meetings, social and otherwise, from Wednesday to Monday next, and there will be an opportunity, for our people of this city and any others who may attend, to hear able and prominent men of the churches located in this section of the country. That they are afforded to take full advantage to just a cite as last is pleasant for they: [258, 2163, 417, 2417]
paragraph: Our esteemed contemporary of the Kansas City Sun is in error: Gov. Moses Alexander, of Idaho, is NOT "the first Jew to be elected chief executive of an American state." That honor rightfully belongs to Gov. Moses of South Carolina, who presided over that state during the days of reconstruction.: [89, 1055, 248, 1169]
paragraph: "2. Because in the name of humanity it is my duty to do what I can to elevate rather than degrade any class of American citizens.: [89, 2169, 248, 2220]
column-3: [427, 118, 588, 2497]
population-line: 160,000 in Ohio.: [130, 629, 206, 641]
raisin-heading: Products of Raisin Seed.: [949, 2236, 1090, 2248]
nat-turner-title: NOTED CHAMPION OF RACE FREEDOM: [955, 122, 1083, 224]
paragraph: The thinking athlete gets more sport out of the games he happens to indulge in than he who is merely an automaton. A trained mind is to supplement a well-trained and shows that the best body and a rather spirit for sport, a thing of which mentally dull but physically superb athletes can know nothing.: [769, 2299, 929, 2413]
williams-heading: SAMUEL WILLIAMS' VIEWS.: [1114, 125, 1260, 157]
paragraph: "My reasons for making such appointments were threefold:: [89, 2111, 248, 2136]
paragraph: What we need at this time as never before are such measures as tend to harmonize the various elements that enter into the development of that liberty of which Lincoln spoke at Gettysburg.: [1109, 1184, 1264, 1260]
union-label-stamp: Cleveland: [130, 665, 207, 694]
paragraph: AMEN! Mr. Thompson, mayor of Chicago! Your three reasons are unanswerable and quite sufficient; your stamping your critics as un-American is excellent and correct; but your "solar-plexis blow" given your critics, "Chicago" southerners, is "a gem of the first water" and the one that, if given oftener, would do more to close their malicious "traps", in this section of the country than anything else. It is only that kind of efficacious TRUTH that silences them. More power to you and your kind, Mr. Mayor. May the good Lord bless you!: [258, 435, 417, 637]
population-line: 10,000,000 Afro-Americans.: [104, 613, 233, 625]
editor-role: Editor and proprietor,: [121, 407, 215, 419]
paragraph: Soon this nation may be called upon as the champion of liberty to make good our claim by representing to the world a bold and undivided front, but how shall we do so while 10,000,000 of loyal citizens are politically and continually discriminated against?: [1109, 1079, 1264, 1180]
bible-heading: NEXT TO THE BIBLE.: [791, 1795, 907, 1807]
dare-devil-heading: A Regular Dare-Devil.: [957, 2335, 1081, 2347]
paragraph: Governor Willis of Ohio will be in the city, on the 29th of this month. Let's give him whatever he wants for to prevent "The Birth of a Nation" and "The Nigger," vicious photoplays, from showing in the state. And we want respectfully ask him to give every Ohio a few lessons on principles of right and justice, from the Governor, as is concerning the Colored race.—Portland (Ore.) Advocate.: [427, 1233, 588, 1385]
paragraph: Their mantle may have fallen on others who today even in the state of Georgia may be laboring side by side with the good men and women from the north who are successfully striving to prepare the Negro more fully to discharge the high responsibilities of American citizenship.: [1109, 961, 1264, 1074]
column-2: [258, 118, 417, 2417]
williams-deck: Questions Wisdom of Georgia's Proposed Color Line Law For Teachers.: [1123, 162, 1250, 195]
paragraph: In discussing the matter of white teachers in schools for colored people in Georgia, the New York Evening Post wisely says: "Perhaps by following the stock relationship, and no one will profit more than the white people of Georgia from the better opportunities for Negro education, to which the mind of Georgia nevertheless demand. That it is to be as proper that it is a national problem, as the statute books where such schools will soon only further handicap the Negro as a race and step toward the complications of its finding.": [1109, 2101, 1264, 2304]
paragraph: Write to the editor of The Gazette, Blackstone building, Cleveland, O., and terms will be forwarded. Our readers will oblige us greatly by calling the attention of persons in the cities named and others in the state to the above.: [769, 2187, 929, 2275]
circulation-claim: THE GAZETTE is the oldest, and has the largest bona fide circulation, double that of any newspaper in the interest of Afro-Americans, published in the state of Ohio, and comparison with any will immediately establish its rank as one of the NEWIEST and BEST in the country.: [89, 494, 248, 608]
rate-value: 1.00: [211, 260, 229, 271]
paragraph: News comes from Washington, D. C., that the new Haitian government has concluded a new treaty with this government that gives the latter a financial protectorate over the former for a period of ten years. This removes the prize for which factions in that country are continually fighting to the detriment of the whole country. While we are free to confess that we do not like the interference of our country in that little republic's affairs it may prove to be the very salvation of Haiti. Only some such protectorate will eventually save the little republic of Liberia, Africa, from being absorbed by some foreign country. Both England and Germany have had covetous eyes on it for years, and other countries have been trying for years to manufacture an excuse to take over Haiti, as this country did Hawaii, and would have done so, long ago, but for the "Monroe Doctrine." The United States does not want either Haiti or Mexico. That is clear, at least at this time.: [258, 668, 417, 1036]
column-rule: [934, 118, 935, 1745]
lincoln-quote: "Let us have faith that right makes might, and in that faith let us to the end dare to do our duty as we understand it."—Abraham Lincoln.: [99, 763, 238, 838]
correspondents-heading: CORRESPONDENTS: [624, 1163, 733, 1175]
paragraph: The institution has had a hard struggle for the past five years. The intimate friends of the settlement have been loyal to it and have given liberally of their time and money for its advancement. Almost eighteen months ago an appeal to the public was made for funds with which to carry on the work. The response was quite generous. Through the efforts and influence of the officials a sufficient sum was raised to put the building in first class condition, making more room and better facilities for taking care of the children of the neighborhood.: [1109, 1499, 1264, 1714]
doings-of-the-race-illustration: [431, 546, 585, 738]
paragraph: Blowholes and pinholes in castings are caused by overeating the metal while melting. Pinholes are nothing but small blowholes.: [1109, 2328, 1264, 2378]
duty-box: [91, 721, 245, 849]
paragraph: I learned through the newspapers recently that a measure had been passed by one branch of the legislature of the state of Georgia barring white teachers from colored schools. For the honor of that state, the nation and the constitution it is to be hoped it will fail to become a law, as it certainly could not be classed as constructive legislation such as the age and the times demand.: [1109, 281, 1264, 433]
